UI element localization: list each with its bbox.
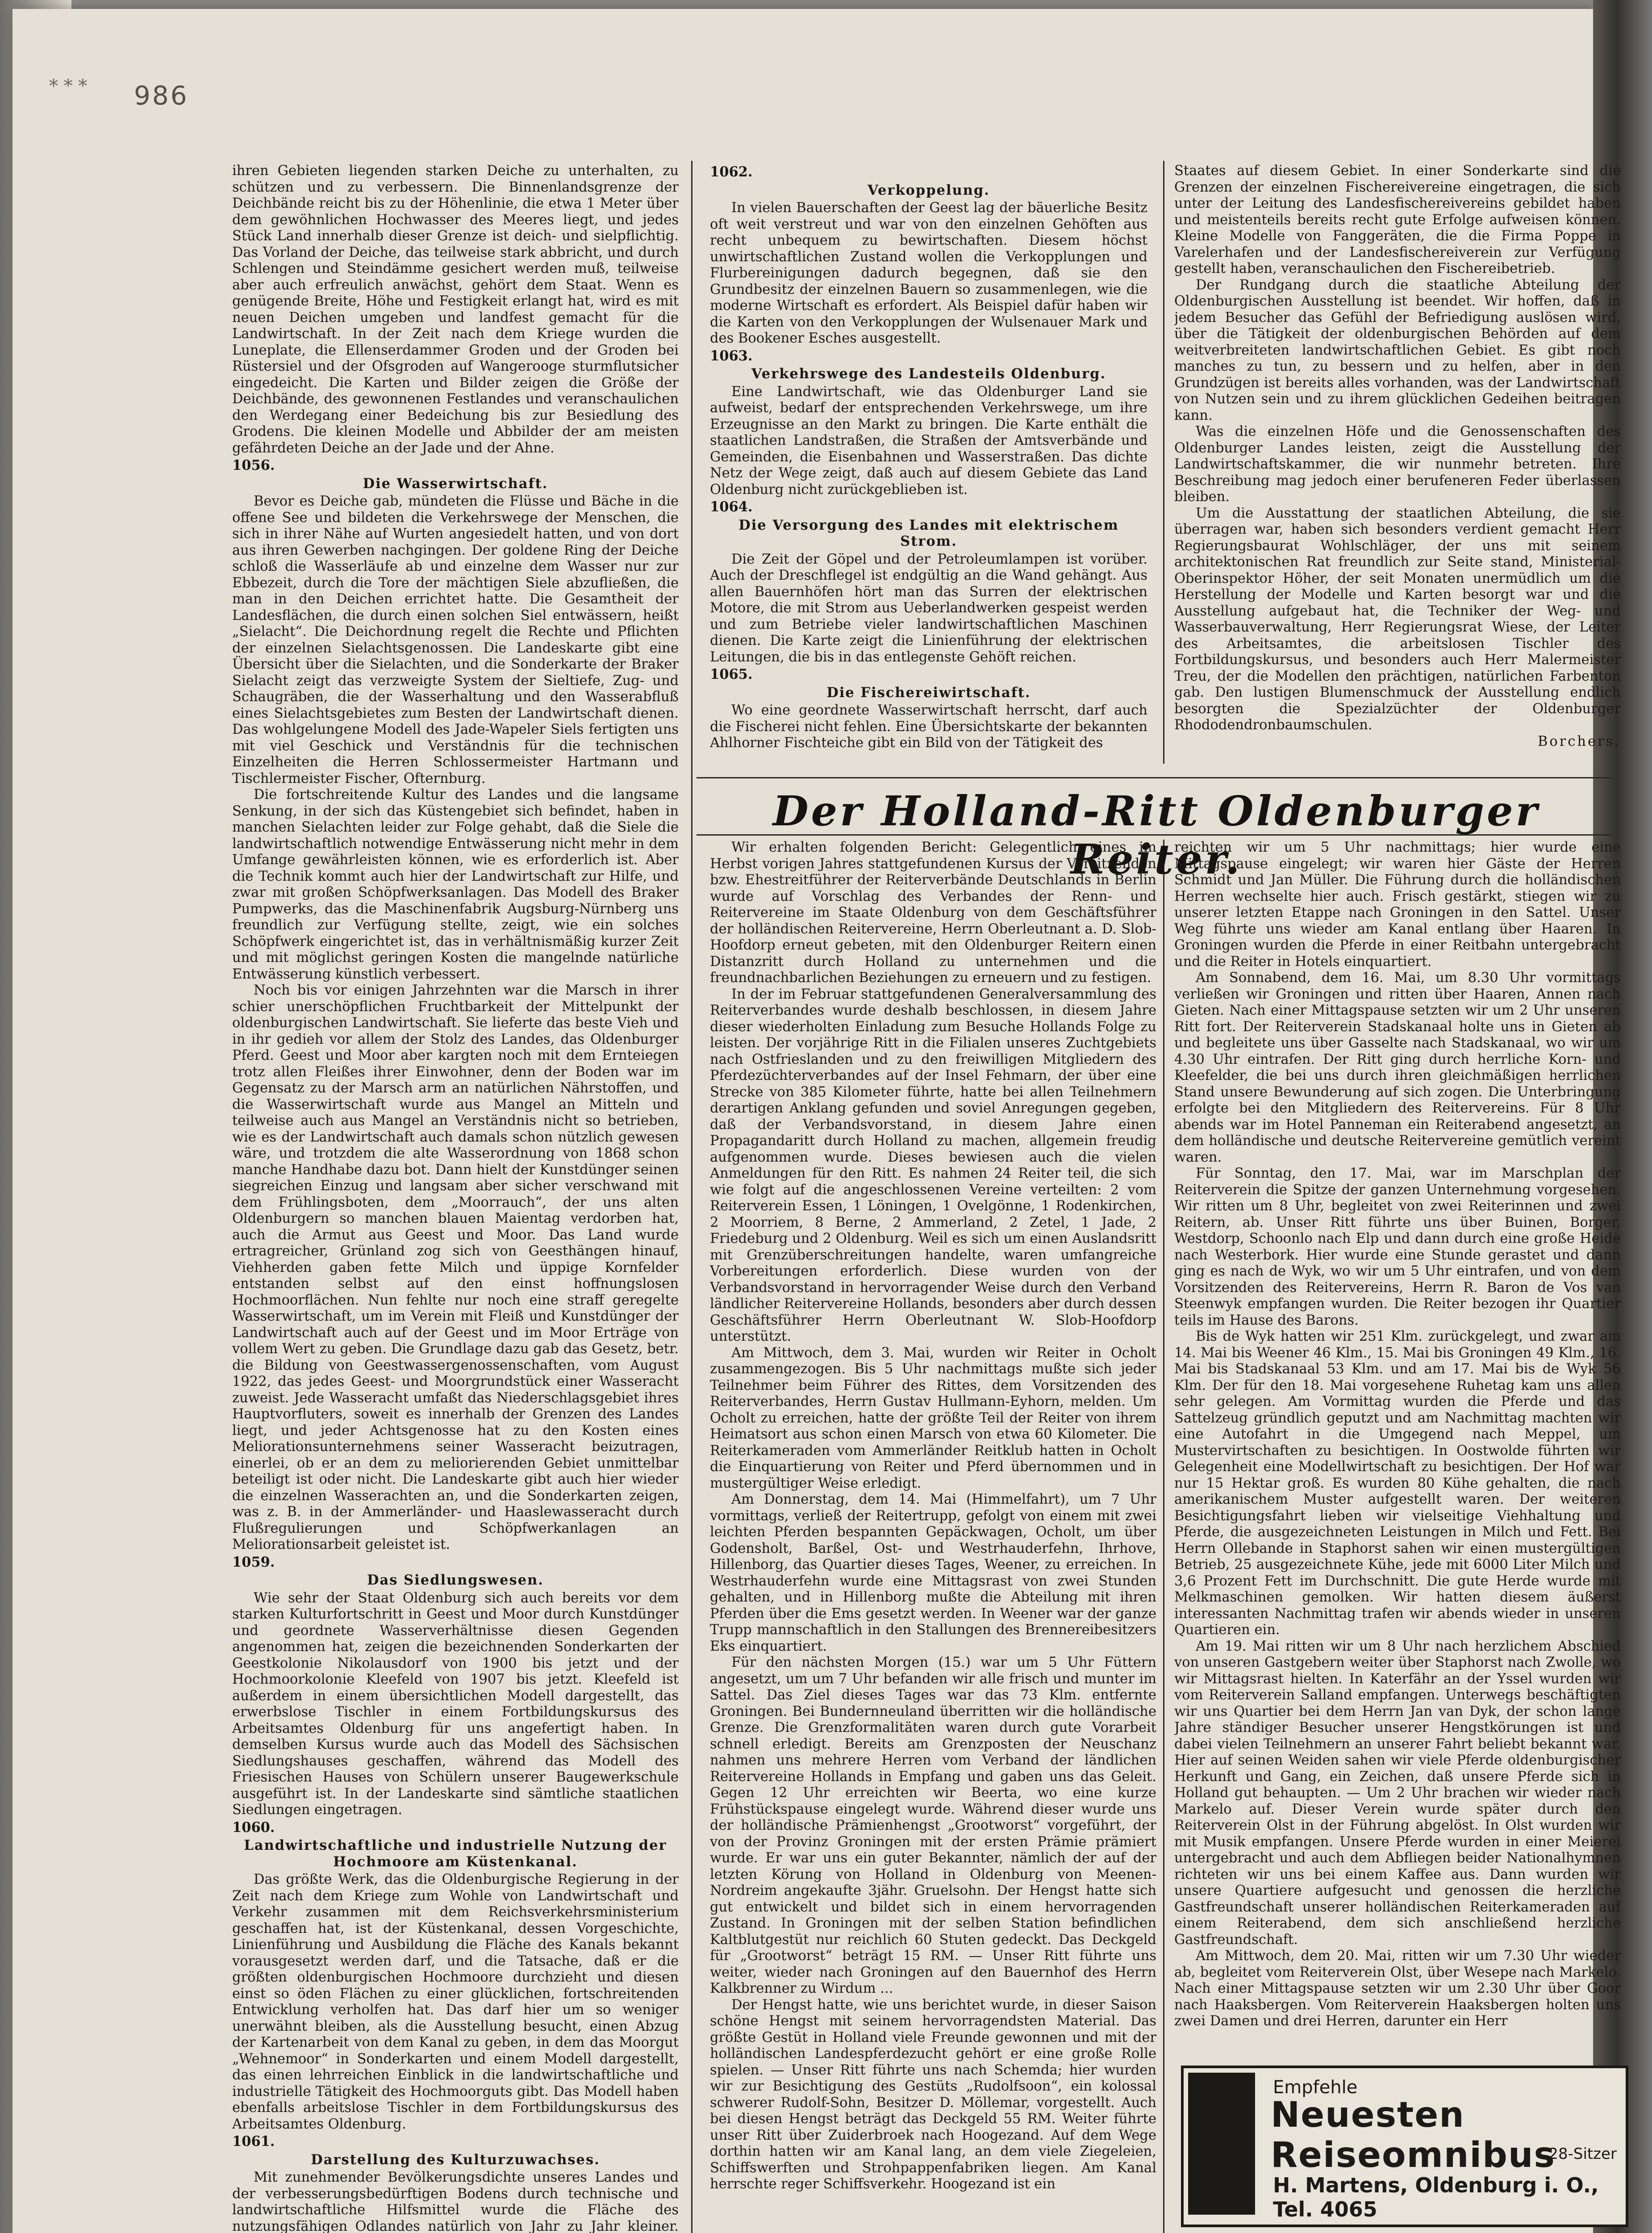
paragraph: reichten wir um 5 Uhr nachmittags; hier wurde eine Mittagspause eingelegt; wir waren hier Gäste der Herren Schmidt und Jan Müller. Die Führung durch die holländischen Herren wechselte hier auch. Frisch gestärkt, stiegen wir zu unserer letzten Etappe nach Groningen in den Sattel. Unser Weg führte uns wieder am Kanal entlang über Haaren. In Groningen wurden die Pferde in einer Reitbahn untergebracht und die Reiter in Hotels einquartiert.: [1174, 840, 1621, 970]
column-rule: [691, 161, 693, 2233]
column-rule: [1163, 161, 1164, 764]
paragraph: Für Sonntag, den 17. Mai, war im Marschplan der Reiterverein die Spitze der ganzen Unternehmung vorgesehen. Wir ritten um 8 Uhr, begleitet von zwei Reiterinnen und zwei Reitern, ab. Unser Ritt führte uns über Buinen, Borger, Westdorp, Schoonlo nach Elp und dann durch eine große Heide nach Westerbork. Hier wurde eine Stunde gerastet und dann ging es nach de Wyk, wo wir um 5 Uhr eintrafen, und von dem Vorsitzenden des Reitervereins, Herrn R. Baron de Vos van Steenwyk empfangen wurden. Die Reiter bezogen ihr Quartier teils im Hause des Barons.: [1174, 1166, 1621, 1328]
paragraph: Der Rundgang durch die staatliche Abteilung der Oldenburgischen Ausstellung ist beendet. Wir hoffen, daß in jedem Besucher das Gefühl der Befriedigung auslösen wird, über die Tätigkeit der oldenburgischen Behörden auf dem weitverbreiteten landwirtschaftlichen Gebiet. Es gibt noch manches zu tun, zu bessern und zu helfen, aber in den Grundzügen ist bereits alles vorhanden, was der Landwirtschaft von Nutzen sein und zu ihrem glücklichen Gedeihen beitragen kann.: [1174, 277, 1621, 423]
paragraph: Wie sehr der Staat Oldenburg sich auch bereits vor dem starken Kulturfortschritt in Geest und Moor durch Kunstdünger und geordnete Wasserverhältnisse diesen Gegenden angenommen hat, zeigen die bezeichnenden Sonderkarten der Geestkolonie Nikolausdorf von 1900 bis jetzt und der Hochmoorkolonie Kleefeld von 1907 bis jetzt. Kleefeld ist außerdem in einem übersichtlichen Modell dargestellt, das erwerbslose Tischler in einem Fortbildungskursus des Arbeitsamtes Oldenburg für uns angefertigt haben. In demselben Kursus wurde auch das Modell des Sächsischen Siedlungshauses geschaffen, während das Modell des Friesischen Hauses von Schülern unserer Baugewerkschule ausgeführt ist. In der Landeskarte sind sämtliche staatlichen Siedlungen eingetragen.: [232, 1590, 679, 1818]
advertisement: [1181, 2066, 1628, 2227]
advertisement-logo-block: [1188, 2073, 1255, 2215]
column-4: [710, 840, 1156, 2233]
page-number: 986: [134, 80, 189, 111]
paragraph: Bevor es Deiche gab, mündeten die Flüsse und Bäche in die offene See und bildeten die Verkehrswege der Menschen, die sich in ihrer Nähe auf Wurten angesiedelt hatten, und von dort aus ihren Gewerben nachgingen. Der goldene Ring der Deiche schloß die Wasserläufe ab und einzelne dem Wasser nur zur Ebbezeit, durch die Tore der mächtigen Siele abzufließen, die man in den Deichen errichtet hatte. Die Gesamtheit der Landesflächen, die durch einen solchen Siel entwässern, heißt „Sielacht“. Die Deichordnung regelt die Rechte und Pflichten der einzelnen Sielachtsgenossen. Die Landeskarte gibt eine Übersicht über die Sielachten, und die Sonderkarte der Braker Sielacht zeigt das verzweigte System der Sieltiefe, Zug- und Schaugräben, die der Wasserhaltung und den Wasserabfluß eines Sielachtsgebietes zum Besten der Landwirtschaft dienen. Das wohlgelungene Modell des Jade-Wapeler Siels fertigten uns mit viel Geschick und Verständnis für die technischen Einzelheiten die Herren Schlossermeister Hartmann und Tischlermeister Fischer, Ofternburg.: [232, 493, 679, 786]
column-1: [232, 163, 679, 2233]
paragraph: Am 19. Mai ritten wir um 8 Uhr nach herzlichem Abschied von unseren Gastgebern weiter über Staphorst nach Zwolle, wo wir Mittagsrast hielten. In Katerfähr an der Yssel wurden wir vom Reiterverein Salland empfangen. Unterwegs beschäftigten wir uns Quartier bei dem Herrn Jan van Dyk, der schon lange Jahre ständiger Besucher unserer Hengstkörungen ist und dabei vielen Teilnehmern an unserer Fahrt beliebt bekannt war. Hier auf seinen Weiden sahen wir viele Pferde oldenburgischer Herkunft und Gang, ein Zeichen, daß unsere Pferde sich in Holland gut behaupten. — Um 2 Uhr brachen wir wieder nach Markelo auf. Dieser Verein wurde später durch den Reiterverein Olst in der Führung abgelöst. In Olst wurden wir mit Musik empfangen. Unsere Pferde wurden in einer Meierei untergebracht und auch dem Abfliegen beider Nationalhymnen richteten wir uns bei einem Kaffee aus. Dann wurden wir unsere Quartiere aufgesucht und genossen die herzliche Gastfreundschaft unserer holländischen Reiterkameraden auf einem Reiterabend, dem sich anschließend herzliche Gastfreundschaft.: [1174, 1638, 1621, 1948]
exhibit-number: 1060.: [232, 1819, 275, 1836]
column-2: [710, 163, 1147, 753]
exhibit-number: 1063.: [710, 347, 753, 364]
paragraph: Am Donnerstag, dem 14. Mai (Himmelfahrt), um 7 Uhr vormittags, verließ der Reitertrupp, gefolgt von einem mit zwei leichten Pferden bespannten Gepäckwagen, Ocholt, um über Godensholt, Barßel, Ost- und Westrhauderfehn, Ihrhove, Hillenborg, das Quartier dieses Tages, Weener, zu erreichen. In Westrhauderfehn wurde eine Mittagsrast von zwei Stunden gehalten, und in Hillenborg mußte die Abteilung mit ihren Pferden über die Ems gesetzt werden. In Weener war der ganze Trupp mannschaftlich in den Stallungen des Brennereibesitzers Eks einquartiert.: [710, 1492, 1156, 1654]
paragraph: Am Sonnabend, dem 16. Mai, um 8.30 Uhr vormittags verließen wir Groningen und ritten über Haaren, Annen nach Gieten. Nach einer Mittagspause setzten wir um 2 Uhr unseren Ritt fort. Der Reiterverein Stadskanaal holte uns in Gieten ab und begleitete uns über Gasselte nach Stadskanaal, wo wir um 4.30 Uhr eintrafen. Der Ritt ging durch herrliche Korn- und Kleefelder, die bei uns durch ihren gleichmäßigen herrlichen Stand unsere Bewunderung auf sich zogen. Die Unterbringung erfolgte bei den Mitgliedern des Reitervereins. Für 8 Uhr abends war im Hotel Panneman ein Reiterabend angesetzt, an dem holländische und deutsche Reitervereine gemütlich vereint waren.: [1174, 970, 1621, 1165]
section-heading: Das Siedlungswesen.: [367, 1572, 544, 1588]
exhibit-number: 1062.: [710, 164, 753, 180]
advertisement-contact: H. Martens, Oldenburg i. O., Tel. 4065: [1273, 2173, 1599, 2221]
paragraph: Wo eine geordnete Wasserwirtschaft herrscht, darf auch die Fischerei nicht fehlen. Eine Übersichtskarte der bekannten Ahlhorner Fischteiche gibt ein Bild von der Tätigkeit des: [710, 703, 1147, 751]
advertisement-title: Neuesten Reiseomnibus: [1271, 2095, 1556, 2175]
paragraph: Am Mittwoch, dem 20. Mai, ritten wir um 7.30 Uhr wieder ab, begleitet vom Reiterverein Olst, über Wesepe nach Markelo. Nach einer Mittagspause setzten wir um 2.30 Uhr über Goor nach Haaksbergen. Vom Reiterverein Haaksbergen holten uns zwei Damen und drei Herren, darunter ein Herr: [1174, 1948, 1621, 2029]
column-5: [1174, 840, 1621, 2045]
paragraph: Am Mittwoch, dem 3. Mai, wurden wir Reiter in Ocholt zusammengezogen. Bis 5 Uhr nachmittags mußte sich jeder Teilnehmer beim Führer des Rittes, dem Vorsitzenden des Reiterverbandes, Herrn Gustav Hullmann-Eyhorn, melden. Um Ocholt zu erreichen, hatte der größte Teil der Reiter von ihrem Heimatsort aus schon einen Marsch von etwa 60 Kilometer. Die Reiterkameraden vom Ammerländer Reitklub hatten in Ocholt die Einquartierung von Reiter und Pferd übernommen und in mustergültiger Weise erledigt.: [710, 1345, 1156, 1491]
exhibit-number: 1065.: [710, 666, 753, 682]
library-stamp: * * *: [49, 76, 88, 96]
paragraph: Die Zeit der Göpel und der Petroleumlampen ist vorüber. Auch der Dreschflegel ist endgültig an die Wand gehängt. Aus allen Bauernhöfen hört man das Surren der elektrischen Motore, die mit Strom aus Ueberlandwerken gespeist werden und zum Betriebe vieler landwirtschaftlichen Maschinen dienen. Die Karte zeigt die Linienführung der elektrischen Leitungen, die bis in das entlegenste Gehöft reichen.: [710, 551, 1147, 665]
advertisement-capacity: 28-Sitzer: [1548, 2145, 1617, 2163]
paragraph: Bis de Wyk hatten wir 251 Klm. zurückgelegt, und zwar am 14. Mai bis Weener 46 Klm., 15. Mai bis Groningen 49 Klm., 16. Mai bis Stadskanaal 53 Klm. und am 17. Mai bis de Wyk 56 Klm. Der für den 18. Mai vorgesehene Ruhetag kam uns allen sehr gelegen. Am Vormittag wurden die Pferde und das Sattelzeug gründlich geputzt und am Nachmittag machten wir eine Autofahrt in die Umgegend nach Meppel, um Mustervirtschaften zu besichtigen. In Oostwolde führten wir Gelegenheit eine Modellwirtschaft zu besichtigen. Der Hof war nur 15 Hektar groß. Es wurden 80 Kühe gehalten, die nach amerikanischem Muster aufgestellt waren. Der weiteren Besichtigungsfahrt lieben wir vielseitige Viehhaltung und Pferde, die ausgezeichneten Leistungen in Milch und Fett. Bei Herrn Ollebande in Staphorst sahen wir einen mustergültigen Betrieb, 25 ausgezeichnete Kühe, jede mit 6000 Liter Milch und 3,6 Prozent Fett im Durchschnitt. Die gute Herde wurde mit Melkmaschinen gemolken. Wir hatten diesem äußerst interessanten Nachmittag trafen wir abends wieder in unseren Quartieren ein.: [1174, 1329, 1621, 1638]
exhibit-number: 1064.: [710, 499, 753, 515]
exhibit-number: 1061.: [232, 2133, 275, 2149]
exhibit-number: 1056.: [232, 457, 275, 473]
exhibit-number: 1059.: [232, 1554, 275, 1570]
column-rule: [1163, 840, 1164, 2233]
advertisement-intro: Empfehle: [1273, 2077, 1358, 2098]
paragraph: In vielen Bauerschaften der Geest lag der bäuerliche Besitz oft weit verstreut und war von den einzelnen Gehöften aus recht unbequem zu bewirtschaften. Diesem höchst unwirtschaftlichen Zustand wollen die Verkopplungen und Flurbereinigungen dadurch begegnen, daß sie den Grundbesitz der einzelnen Bauern so zusammenlegen, wie die moderne Wirtschaft es erfordert. Als Beispiel dafür haben wir die Karten von den Verkopplungen der Wulsenauer Mark und des Bookener Esches ausgestellt.: [710, 200, 1147, 346]
paragraph: Noch bis vor einigen Jahrzehnten war die Marsch in ihrer schier unerschöpflichen Fruchtbarkeit der Mittelpunkt der oldenburgischen Landwirtschaft. Sie lieferte das beste Vieh und in ihr gedieh vor allem der Stolz des Landes, das Oldenburger Pferd. Geest und Moor aber kargten noch mit dem Ernteiegen trotz allen Fleißes ihrer Einwohner, denn der Boden war im Gegensatz zu der Marsch arm an natürlichen Nährstoffen, und die Wasserwirtschaft wurde aus Mangel an Mitteln und teilweise auch aus Mangel an Verständnis nicht so betrieben, wie es der Landwirtschaft auch damals schon nützlich gewesen wäre, und trotzdem die alte Wasserordnung von 1868 schon manche Handhabe dazu bot. Dann hielt der Kunstdünger seinen siegreichen Einzug und langsam aber sicher verschwand mit dem Frühlingsboten, dem „Moorrauch“, der uns alten Oldenburgern so manchen blauen Maientag verdorben hat, auch die Armut aus Geest und Moor. Das Land wurde ertragreicher, Grünland zog sich von Geesthängen hinauf, Viehherden gaben fette Milch und üppige Kornfelder entstanden selbst auf den einst hoffnungslosen Hochmoorflächen. Nun fehlte nur noch eine straff geregelte Wasserwirtschaft, um im Verein mit Fleiß und Kunstdünger der Landwirtschaft auch auf der Geest und im Moor Erträge von vollem Wert zu geben. Die Grundlage dazu gab das Gesetz, betr. die Bildung von Geestwassergenossenschaften, vom August 1922, das jedes Geest- und Moorgrundstück einer Wasseracht zuweist. Jede Wasseracht umfaßt das Niederschlagsgebiet ihres Hauptvorfluters, soweit es innerhalb der Grenzen des Landes liegt, und jeder Achtsgenosse hat zu den Kosten eines Meliorationsunternehmens seiner Wasseracht beizutragen, einerlei, ob er an dem zu meliorierenden Gebiet unmittelbar beteiligt ist oder nicht. Die Landeskarte gibt auch hier wieder die einzelnen Wasserachten an, und die Sonderkarten zeigen, was z. B. in der Ammerländer- und Haaslewasseracht durch Flußregulierungen und Schöpfwerkanlagen an Meliorationsarbeit geleistet ist.: [232, 983, 679, 1552]
section-heading: Die Fischereiwirtschaft.: [826, 684, 1031, 701]
paragraph: Die fortschreitende Kultur des Landes und die langsame Senkung, in der sich das Küstengebiet sich befindet, haben in manchen Sielachten leider zur Folge gehabt, daß die Siele die landwirtschaftlich notwendige Entwässerung nicht mehr in dem Umfange gewährleisten können, wie es erforderlich ist. Aber die Technik kommt auch hier der Landwirtschaft zur Hilfe, und zwar mit großen Schöpfwerksanlagen. Das Modell des Braker Pumpwerks, das die Maschinenfabrik Augsburg-Nürnberg uns freundlich zur Verfügung stellte, zeigt, wie ein solches Schöpfwerk eingerichtet ist, das in verhältnismäßig kurzer Zeit und mit möglichst geringen Kosten die mangelnde natürliche Entwässerung künstlich verbessert.: [232, 787, 679, 982]
section-heading: Die Wasserwirtschaft.: [363, 475, 548, 492]
section-heading: Die Versorgung des Landes mit elektrischem Strom.: [738, 517, 1119, 549]
author-signature: Borchers.: [1537, 733, 1621, 749]
paragraph: ihren Gebieten liegenden starken Deiche zu unterhalten, zu schützen und zu verbessern. Die Binnenlandsgrenze der Deichbände reicht bis zu der Höhenlinie, die etwa 1 Meter über dem gewöhnlichen Hochwasser des Meeres liegt, und jedes Stück Land innerhalb dieser Grenze ist deich- und sielpflichtig. Das Vorland der Deiche, das teilweise stark abbricht, und durch Schlengen und Steindämme gesichert werden muß, teilweise aber auch erfreulich anwächst, gehört dem Staat. Wenn es genügende Breite, Höhe und Festigkeit erlangt hat, wird es mit neuen Deichen umgeben und landfest gemacht für die Landwirtschaft. In der Zeit nach dem Kriege wurden die Luneplate, die Ellenserdammer Groden und der Groden bei Rüstersiel und der Ofsgroden auf Wangerooge sturmflutsicher eingedeicht. Die Karten und Bilder zeigen die Größe der Deichbände, des gewonnenen Festlandes und veranschaulichen den Werdegang einer Bedeichung bis zur Besiedlung des Grodens. Die kleinen Modelle und Abbilder der am meisten gefährdeten Deiche an der Jade und der Ahne.: [232, 163, 679, 456]
paragraph: Der Hengst hatte, wie uns berichtet wurde, in dieser Saison schöne Hengst mit seinem hervorragendsten Material. Das größte Gestüt in Holland viele Freunde gewonnen und mit der holländischen Landespferdezucht gehört er eine große Rolle spielen. — Unser Ritt führte uns nach Schemda; hier wurden wir zur Besichtigung des Gestüts „Rudolfsoon“, ein kolossal schwerer Rudolf-Sohn, Besitzer D. Möllemar, vorgestellt. Auch bei diesen Hengst beträgt das Deckgeld 55 RM. Weiter führte unser Ritt über Zuiderbroek nach Hoogezand. Auf dem Wege dorthin hatten wir am Kanal lang, an dem viele Ziegeleien, Schiffswerften und Strohpappenfabriken liegen. Am Kanal herrschte reger Schiffsverkehr. Hoogezand ist ein: [710, 1997, 1156, 2192]
article-headline: Der Holland-Ritt Oldenburger Reiter.: [772, 787, 1540, 883]
section-heading: Landwirtschaftliche und industrielle Nutzung der Hochmoore am Küstenkanal.: [244, 1837, 667, 1870]
section-heading: Verkehrswege des Landesteils Oldenburg.: [751, 366, 1106, 382]
paragraph: Was die einzelnen Höfe und die Genossenschaften des Oldenburger Landes leisten, zeigt die Ausstellung der Landwirtschaftskammer, die wir nunmehr betreten. Ihre Beschreibung mag jedoch einer berufeneren Feder überlassen bleiben.: [1174, 424, 1621, 505]
section-rule: [697, 777, 1612, 778]
paragraph: Staates auf diesem Gebiet. In einer Sonderkarte sind die Grenzen der einzelnen Fischereivereine eingetragen, die sich unter der Leitung des Landesfischereivereins gebildet haben und meistenteils bereits recht gute Erfolge aufweisen können. Kleine Modelle von Fanggeräten, die die Firma Poppe in Varelerhafen und der Landesfischereiverein zur Verfügung gestellt haben, veranschaulichen den Fischereibetrieb.: [1174, 163, 1621, 276]
section-heading: Verkoppelung.: [868, 182, 990, 198]
paragraph: Das größte Werk, das die Oldenburgische Regierung in der Zeit nach dem Kriege zum Wohle von Landwirtschaft und Verkehr zusammen mit dem Reichsverkehrsministerium geschaffen hat, ist der Küstenkanal, dessen Vorgeschichte, Linienführung und Ausbildung die Fläche des Kanals bekannt vorausgesetzt werden darf, und die Tatsache, daß er die größten oldenburgischen Hochmoore durchzieht und diesen einst so öden Flächen zu einer glücklichen, fortschreitenden Entwicklung verholfen hat. Das darf hier um so weniger unerwähnt bleiben, als die Ausstellung besucht, einen Abzug der Kartenarbeit von dem Kanal zu geben, in dem das Moorgut „Wehnemoor“ in Sonderkarten und einem Modell dargestellt, das einen lehrreichen Einblick in die landwirtschaftliche und industrielle Tätigkeit des Hochmoorguts gibt. Das Modell haben ebenfalls arbeitslose Tischler in dem Fortbildungskursus des Arbeitsamtes Oldenburg.: [232, 1872, 679, 2132]
section-heading: Darstellung des Kulturzuwachses.: [311, 2151, 600, 2168]
paragraph: Eine Landwirtschaft, wie das Oldenburger Land sie aufweist, bedarf der entsprechenden Verkehrswege, um ihre Erzeugnisse an den Markt zu bringen. Die Karte enthält die staatlichen Landstraßen, die Straßen der Amtsverbände und Gemeinden, die Eisenbahnen und Wasserstraßen. Das dichte Netz der Wege zeigt, daß auch auf diesem Gebiete das Land Oldenburg nicht zurückgeblieben ist.: [710, 384, 1147, 498]
paragraph: Für den nächsten Morgen (15.) war um 5 Uhr Füttern angesetzt, um um 7 Uhr befanden wir alle frisch und munter im Sattel. Das Ziel dieses Tages war das 73 Klm. entfernte Groningen. Bei Bundernneuland überritten wir die holländische Grenze. Die Grenzformalitäten waren durch gute Vorarbeit schnell erledigt. Bereits am Grenzposten der Neuschanz nahmen uns mehrere Herren vom Verband der ländlichen Reitervereine Hollands in Empfang und gaben uns das Geleit. Gegen 12 Uhr erreichten wir Beerta, wo eine kurze Frühstückspause eingelegt wurde. Während dieser wurde uns der holländische Prämienhengst „Grootworst“ vorgeführt, der von der Provinz Groningen mit der ersten Prämie prämiert wurde. Er war uns ein guter Bekannter, nämlich der auf der letzten Körung von Holland in Oldenburg von Meenen-Nordreim angekaufte 3jähr. Gruelsohn. Der Hengst hatte sich gut entwickelt und bildet sich in einem hervorragenden Zustand. In Groningen mit der selben Station befindlichen Kaltblutgestüt nur reichlich 60 Stuten gedeckt. Das Deckgeld für „Grootworst“ beträgt 15 RM. — Unser Ritt führte uns weiter, wieder nach Groningen auf den Bauernhof des Herrn Kalkbrenner zu Wirdum ...: [710, 1655, 1156, 1996]
paragraph: Mit zunehmender Bevölkerungsdichte unseres Landes und der verbesserungsbedürftigen Bodens durch technische und landwirtschaftliche Hilfsmittel wurde die Fläche des nutzungsfähigen Odlandes natürlich von Jahr zu Jahr kleiner.: [232, 2170, 679, 2233]
paragraph: In der im Februar stattgefundenen Generalversammlung des Reiterverbandes wurde deshalb beschlossen, in diesem Jahre dieser wiederholten Einladung zum Besuche Hollands Folge zu leisten. Der vorjährige Ritt in die Filialen unseres Zuchtgebiets nach Ostfrieslanden und zu den freiwilligen Mitgliedern des Pferdezüchterverbandes auf der Insel Fehmarn, der über eine Strecke von 385 Kilometer führte, hatte bei allen Teilnehmern derartigen Anklang gefunden und soviel Anregungen gegeben, daß der Verbandsvorstand, in diesem Jahre einen Propagandaritt durch Holland zu machen, allgemein freudig aufgenommen wurde. Dieses bewiesen auch die vielen Anmeldungen für den Ritt. Es nahmen 24 Reiter teil, die sich wie folgt auf die angeschlossenen Vereine verteilten: 2 vom Reiterverein Essen, 1 Löningen, 1 Ovelgönne, 1 Rodenkirchen, 2 Moorriem, 8 Berne, 2 Ammerland, 2 Zetel, 1 Jade, 2 Friedeburg und 2 Oldenburg. Weil es sich um einen Auslandsritt mit Grenzüberschreitungen handelte, waren umfangreiche Vorbereitungen erforderlich. Diese wurden von der Verbandsvorstand in hervorragender Weise durch den Verband ländlicher Reitervereine Hollands, besonders aber durch dessen Geschäftsführer Herrn Oberleutnant W. Slob-Hoofdorp unterstützt.: [710, 986, 1156, 1344]
column-3: [1174, 163, 1621, 761]
paragraph: Um die Ausstattung der staatlichen Abteilung, die sie überragen war, haben sich besonders verdient gemacht Herr Regierungsbaurat Wohlschläger, der uns mit seinem architektonischen Rat freundlich zur Seite stand, Ministerial-Oberinspektor Höher, der seit Monaten unermüdlich um die Herstellung der Modelle und Karten besorgt war und die Ausstellung aufgebaut hat, die Techniker der Weg- und Wasserbauverwaltung, Herr Regierungsrat Wiese, der Leiter des Arbeitsamtes, die arbeitslosen Tischler des Fortbildungskursus, und besonders auch Herr Malermeister Treu, der die Modellen den prächtigen, natürlichen Farbenton gab. Den lustigen Blumenschmuck der Ausstellung endlich besorgten die Spezialzüchter der Oldenburger Rhododendronbaumschulen.: [1174, 505, 1621, 733]
paragraph: Wir erhalten folgenden Bericht: Gelegentlich eines im Herbst vorigen Jahres stattgefundenen Kursus der Vorsitzenden bzw. Ehestreitführer der Reiterverbände Deutschlands in Berlin wurde auf Vorschlag des Verbandes der Renn- und Reitervereine im Staate Oldenburg von dem Geschäftsführer der holländischen Reitervereine, Herrn Oberleutnant a. D. Slob-Hoofdorp erneut gebeten, mit den Oldenburger Reitern einen Distanzritt durch Holland zu unternehmen und die freundnachbarlichen Beziehungen zu erneuern und zu festigen.: [710, 840, 1156, 986]
